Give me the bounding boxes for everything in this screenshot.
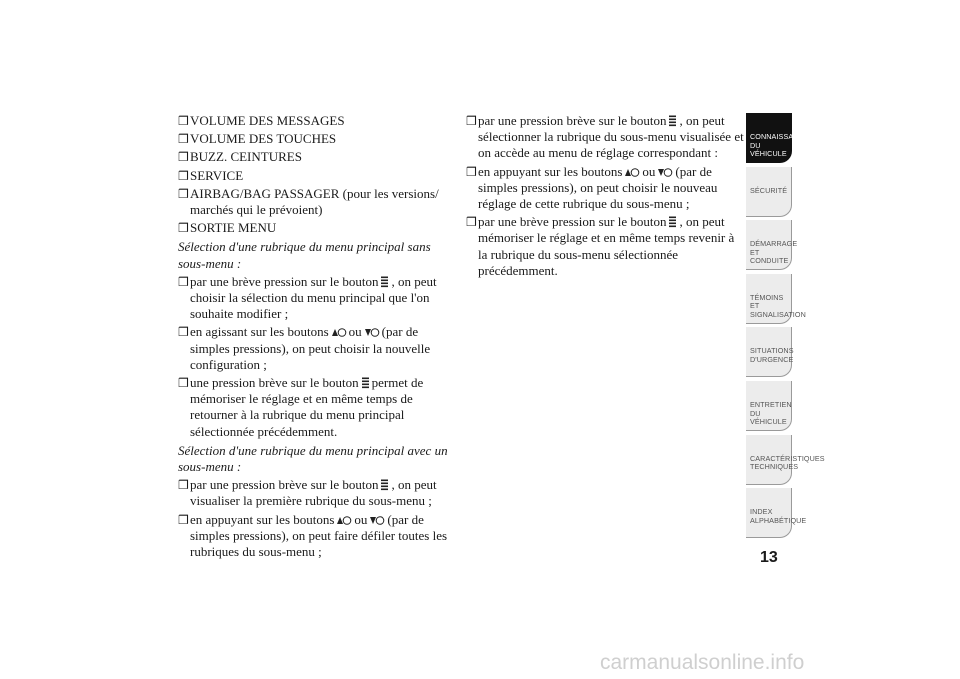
menu-button-icon (380, 276, 389, 288)
tab-situations-d-urgence[interactable]: SITUATIONS D'URGENCE (746, 327, 792, 377)
up-button-icon (331, 326, 347, 338)
tab-index-alphabetique[interactable]: INDEX ALPHABÉTIQUE (746, 488, 792, 538)
list-item: ❒ VOLUME DES TOUCHES (178, 131, 337, 147)
list-item: ❒ SORTIE MENU (178, 220, 277, 236)
tab-caracteristiques-techniques[interactable]: CARACTÉRISTIQUES TECHNIQUES (746, 435, 792, 485)
checkbox-bullet-icon: ❒ (466, 114, 477, 128)
checkbox-bullet-icon: ❒ (178, 186, 189, 201)
checkbox-bullet-icon: ❒ (178, 150, 189, 165)
list-item: ❒ en agissant sur les boutons ou (par de simples pressions), on peut choisir la nouvelle configuration ; (178, 324, 431, 372)
left-column (178, 113, 456, 562)
checkbox-bullet-icon: ❒ (178, 512, 189, 527)
list-item: ❒ par une brève pression sur le bouton , on peut choisir la sélection du menu principal que l'on souhaite modifier ; (178, 273, 437, 322)
menu-button-icon (380, 479, 389, 491)
checkbox-bullet-icon: ❒ (178, 325, 189, 340)
checkbox-bullet-icon: ❒ (178, 168, 189, 183)
section-heading: Sélection d'une rubrique du menu principal avec un sous-menu : (178, 442, 448, 475)
tab-temoins-et-signalisation[interactable]: TÉMOINS ET SIGNALISATION (746, 274, 792, 324)
up-button-icon (336, 514, 352, 526)
menu-button-icon (668, 115, 677, 127)
tab-connaissance-du-vehicule[interactable]: CONNAISSANCE DU VÉHICULE (746, 113, 792, 163)
list-item: ❒ SERVICE (178, 167, 244, 183)
checkbox-bullet-icon: ❒ (178, 114, 189, 128)
page-number: 13 (760, 549, 778, 566)
list-item: ❒ VOLUME DES MESSAGES (178, 113, 345, 128)
down-button-icon (657, 166, 673, 178)
checkbox-bullet-icon: ❒ (178, 274, 189, 289)
watermark: carmanualsonline.info (600, 651, 805, 674)
menu-button-icon (361, 377, 370, 389)
checkbox-bullet-icon: ❒ (466, 215, 477, 230)
list-item: ❒ par une brève pression sur le bouton , on peut mémoriser le réglage et en même temps revenir à la rubrique du sous-menu sélectionnée précédemment. (466, 214, 735, 278)
list-item: ❒ AIRBAG/BAG PASSAGER (pour les versions/ marchés qui le prévoient) (178, 185, 439, 218)
down-button-icon (364, 326, 380, 338)
section-heading: Sélection d'une rubrique du menu principal sans sous-menu : (178, 239, 431, 271)
tab-securite[interactable]: SÉCURITÉ (746, 167, 792, 217)
checkbox-bullet-icon: ❒ (466, 164, 477, 179)
list-item: ❒ en appuyant sur les boutons ou (par de simples pressions), on peut faire défiler toutes les rubriques du sous-menu ; (178, 511, 448, 560)
menu-button-icon (668, 216, 677, 228)
list-item: ❒ une pression brève sur le bouton permet de mémoriser le réglage et en même temps de retourner à la rubrique du menu principal sélectionnée précédemment. (178, 375, 424, 439)
right-column (466, 113, 744, 281)
checkbox-bullet-icon: ❒ (178, 221, 189, 236)
list-item: ❒ en appuyant sur les boutons ou (par de simples pressions), on peut choisir le nouveau réglage de cette rubrique du sous-menu ; (466, 163, 718, 212)
checkbox-bullet-icon: ❒ (178, 132, 189, 147)
list-item: ❒ par une pression brève sur le bouton , on peut visualiser la première rubrique du sous-menu ; (178, 477, 437, 509)
list-item: ❒ BUZZ. CEINTURES (178, 149, 302, 165)
up-button-icon (624, 166, 640, 178)
chapter-tabs (746, 113, 825, 542)
checkbox-bullet-icon: ❒ (178, 478, 189, 493)
tab-entretien-du-vehicule[interactable]: ENTRETIEN DU VÉHICULE (746, 381, 792, 431)
list-item: ❒ par une pression brève sur le bouton , on peut sélectionner la rubrique du sous-menu visualisée et on accède au menu de réglage correspondant : (466, 113, 744, 161)
tab-demarrage-et-conduite[interactable]: DÉMARRAGE ET CONDUITE (746, 220, 792, 270)
checkbox-bullet-icon: ❒ (178, 376, 189, 391)
down-button-icon (369, 514, 385, 526)
